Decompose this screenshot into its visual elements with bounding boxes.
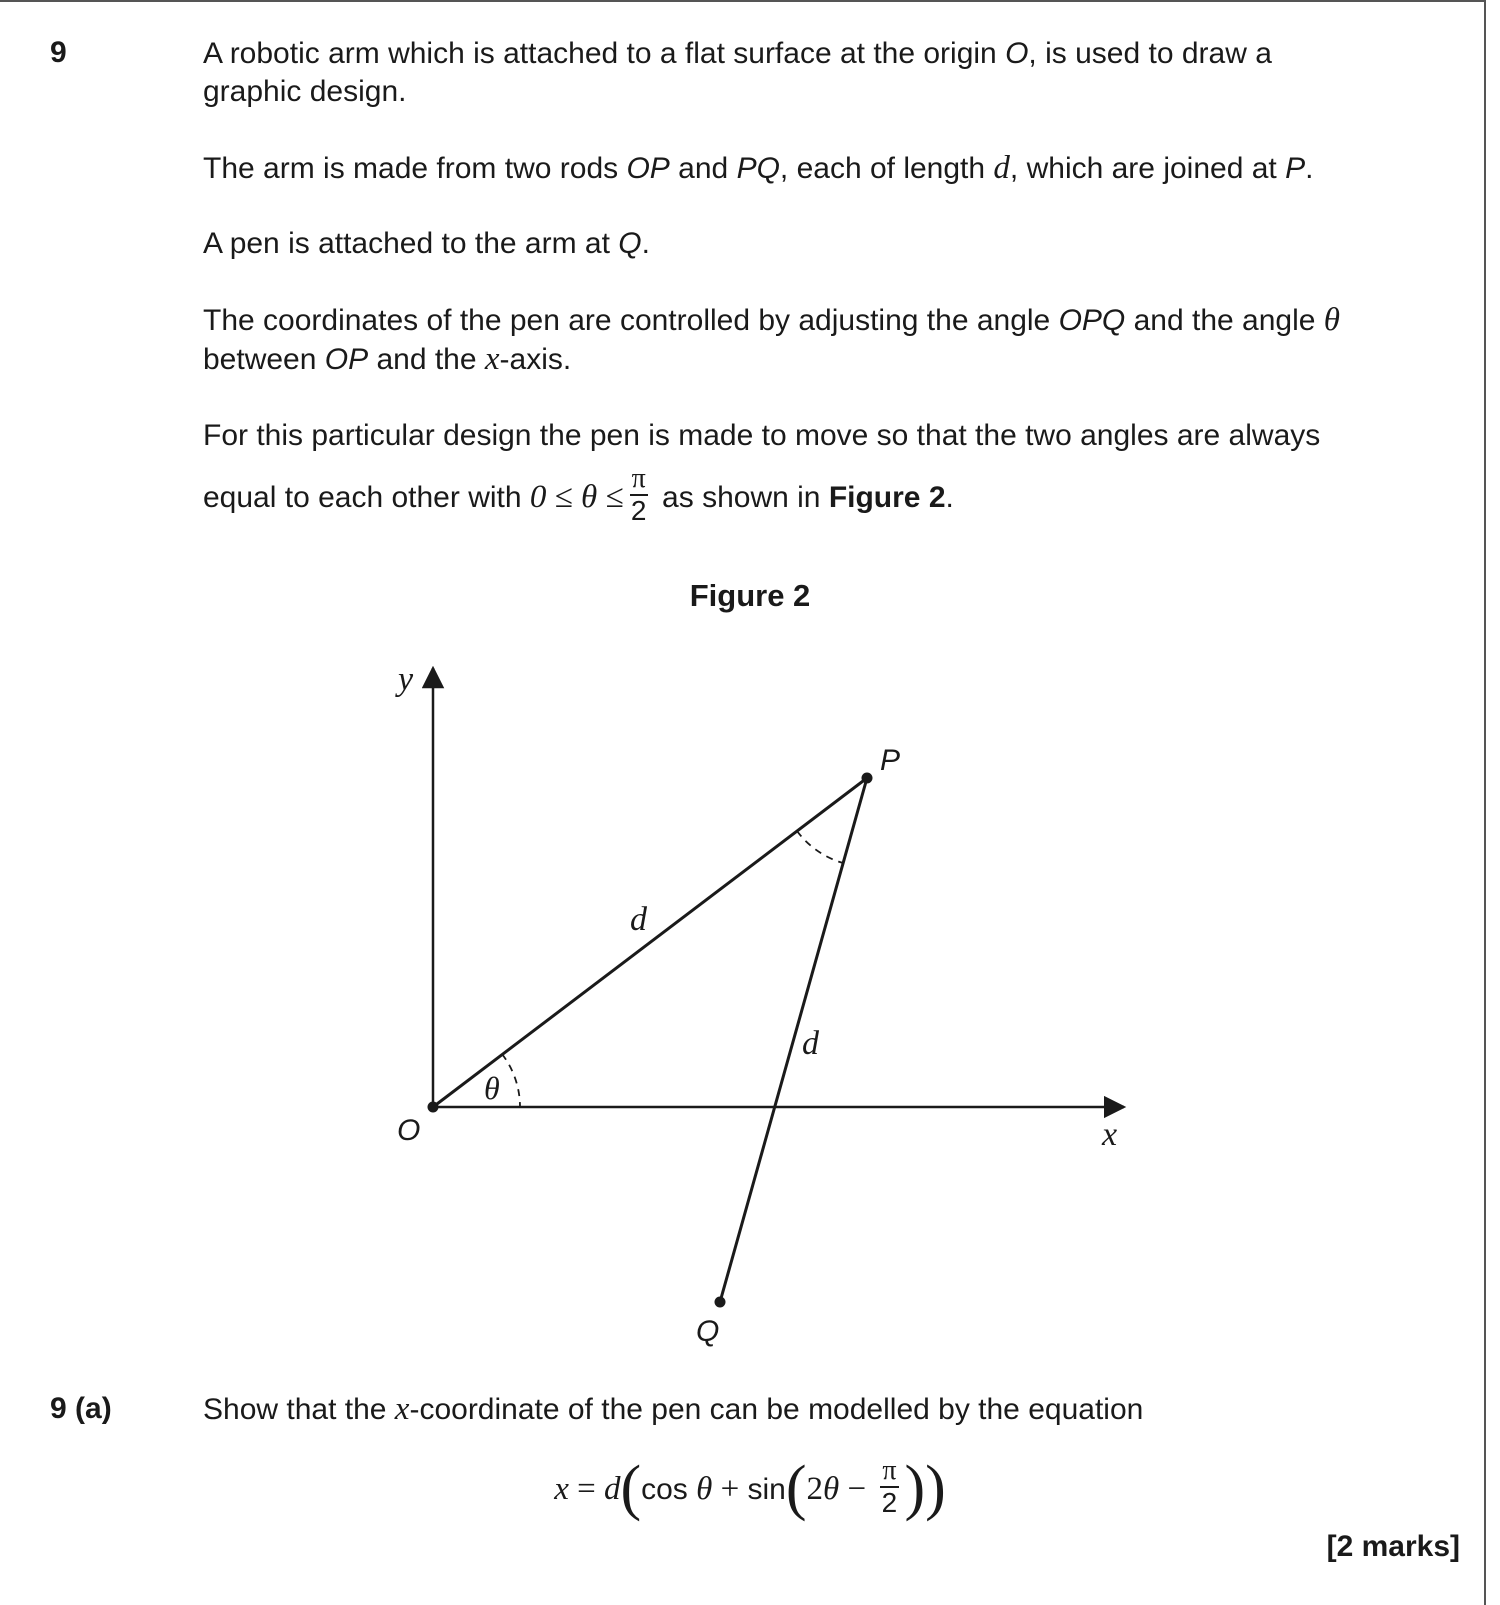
point-p <box>862 773 873 784</box>
eq-two: 2 <box>806 1470 824 1507</box>
text: and the angle <box>1125 304 1324 337</box>
eq-sin: sin <box>747 1472 786 1506</box>
eq-paren-open-inner: ( <box>785 1454 807 1522</box>
angle-theta-arc <box>502 1054 520 1107</box>
fraction-numerator: π <box>631 463 646 494</box>
label-q: Q <box>696 1315 720 1348</box>
eq-theta: θ <box>696 1470 713 1507</box>
eq-theta: θ <box>823 1470 840 1507</box>
text: graphic design. <box>203 75 407 108</box>
equation <box>0 1454 1500 1522</box>
text: -coordinate of the pen can be modelled by the equation <box>409 1393 1144 1426</box>
text-italic: PQ <box>736 152 780 185</box>
variable: θ <box>1323 302 1340 338</box>
point-q <box>715 1297 726 1308</box>
text: A robotic arm which is attached to a flat surface at the origin <box>203 37 1006 70</box>
variable: x <box>484 341 500 377</box>
fraction-numerator: π <box>882 1455 897 1486</box>
label-theta: θ <box>484 1070 500 1106</box>
x-axis-label: x <box>1102 1116 1118 1153</box>
text-italic: OP <box>324 343 369 376</box>
marks-label: [2 marks] <box>1326 1530 1460 1563</box>
question-number: 9 <box>50 36 67 69</box>
eq-paren-close-inner: ) <box>904 1454 926 1522</box>
angle-opq-arc <box>797 831 843 863</box>
text: -axis. <box>499 343 572 376</box>
text: . <box>641 227 650 260</box>
part-a-number: 9 (a) <box>50 1392 112 1425</box>
variable: d <box>993 150 1010 186</box>
text: as shown in <box>653 480 829 514</box>
text: . <box>1305 152 1314 185</box>
fraction-denominator: 2 <box>881 1487 898 1518</box>
text: and <box>669 152 737 185</box>
rod-pq <box>720 778 867 1302</box>
label-p: P <box>880 744 901 777</box>
eq-plus: + <box>712 1470 748 1507</box>
label-o: O <box>397 1114 421 1147</box>
text: A pen is attached to the arm at <box>203 227 619 260</box>
text: equal to each other with <box>203 480 530 514</box>
text-italic: O <box>1005 37 1029 70</box>
eq-x: x <box>554 1470 569 1507</box>
point-o <box>428 1102 439 1113</box>
eq-paren-close: ) <box>925 1454 946 1522</box>
label-d-op: d <box>630 901 647 938</box>
eq-cos: cos <box>641 1472 697 1506</box>
eq-equals: = <box>568 1470 604 1507</box>
text: Show that the <box>203 1393 395 1426</box>
y-axis-label: y <box>398 661 414 698</box>
text: The arm is made from two rods <box>203 152 627 185</box>
eq-d: d <box>603 1470 621 1507</box>
text: , is used to draw a <box>1028 37 1272 70</box>
eq-fraction <box>880 1456 898 1518</box>
eq-minus: − <box>839 1470 875 1507</box>
text: and the <box>368 343 485 376</box>
figure-reference: Figure 2 <box>828 480 946 514</box>
text: . <box>945 480 954 514</box>
label-d-pq: d <box>802 1025 819 1062</box>
variable: x <box>394 1391 410 1427</box>
text: The coordinates of the pen are controlled by adjusting the angle <box>203 304 1059 337</box>
text: between <box>203 343 325 376</box>
text: , which are joined at <box>1009 152 1286 185</box>
text: For this particular design the pen is made to move so that the two angles are always <box>203 419 1321 452</box>
part-a-text <box>203 1390 1473 1429</box>
text-italic: Q <box>618 227 642 260</box>
text-italic: OPQ <box>1058 304 1126 337</box>
text: , each of length <box>779 152 994 185</box>
text-italic: P <box>1285 152 1306 185</box>
inequality: 0 ≤ θ ≤ <box>529 478 624 515</box>
text-italic: OP <box>626 152 670 185</box>
fraction-denominator: 2 <box>630 495 647 526</box>
figure-title: Figure 2 <box>689 578 811 613</box>
eq-paren-open: ( <box>620 1454 642 1522</box>
